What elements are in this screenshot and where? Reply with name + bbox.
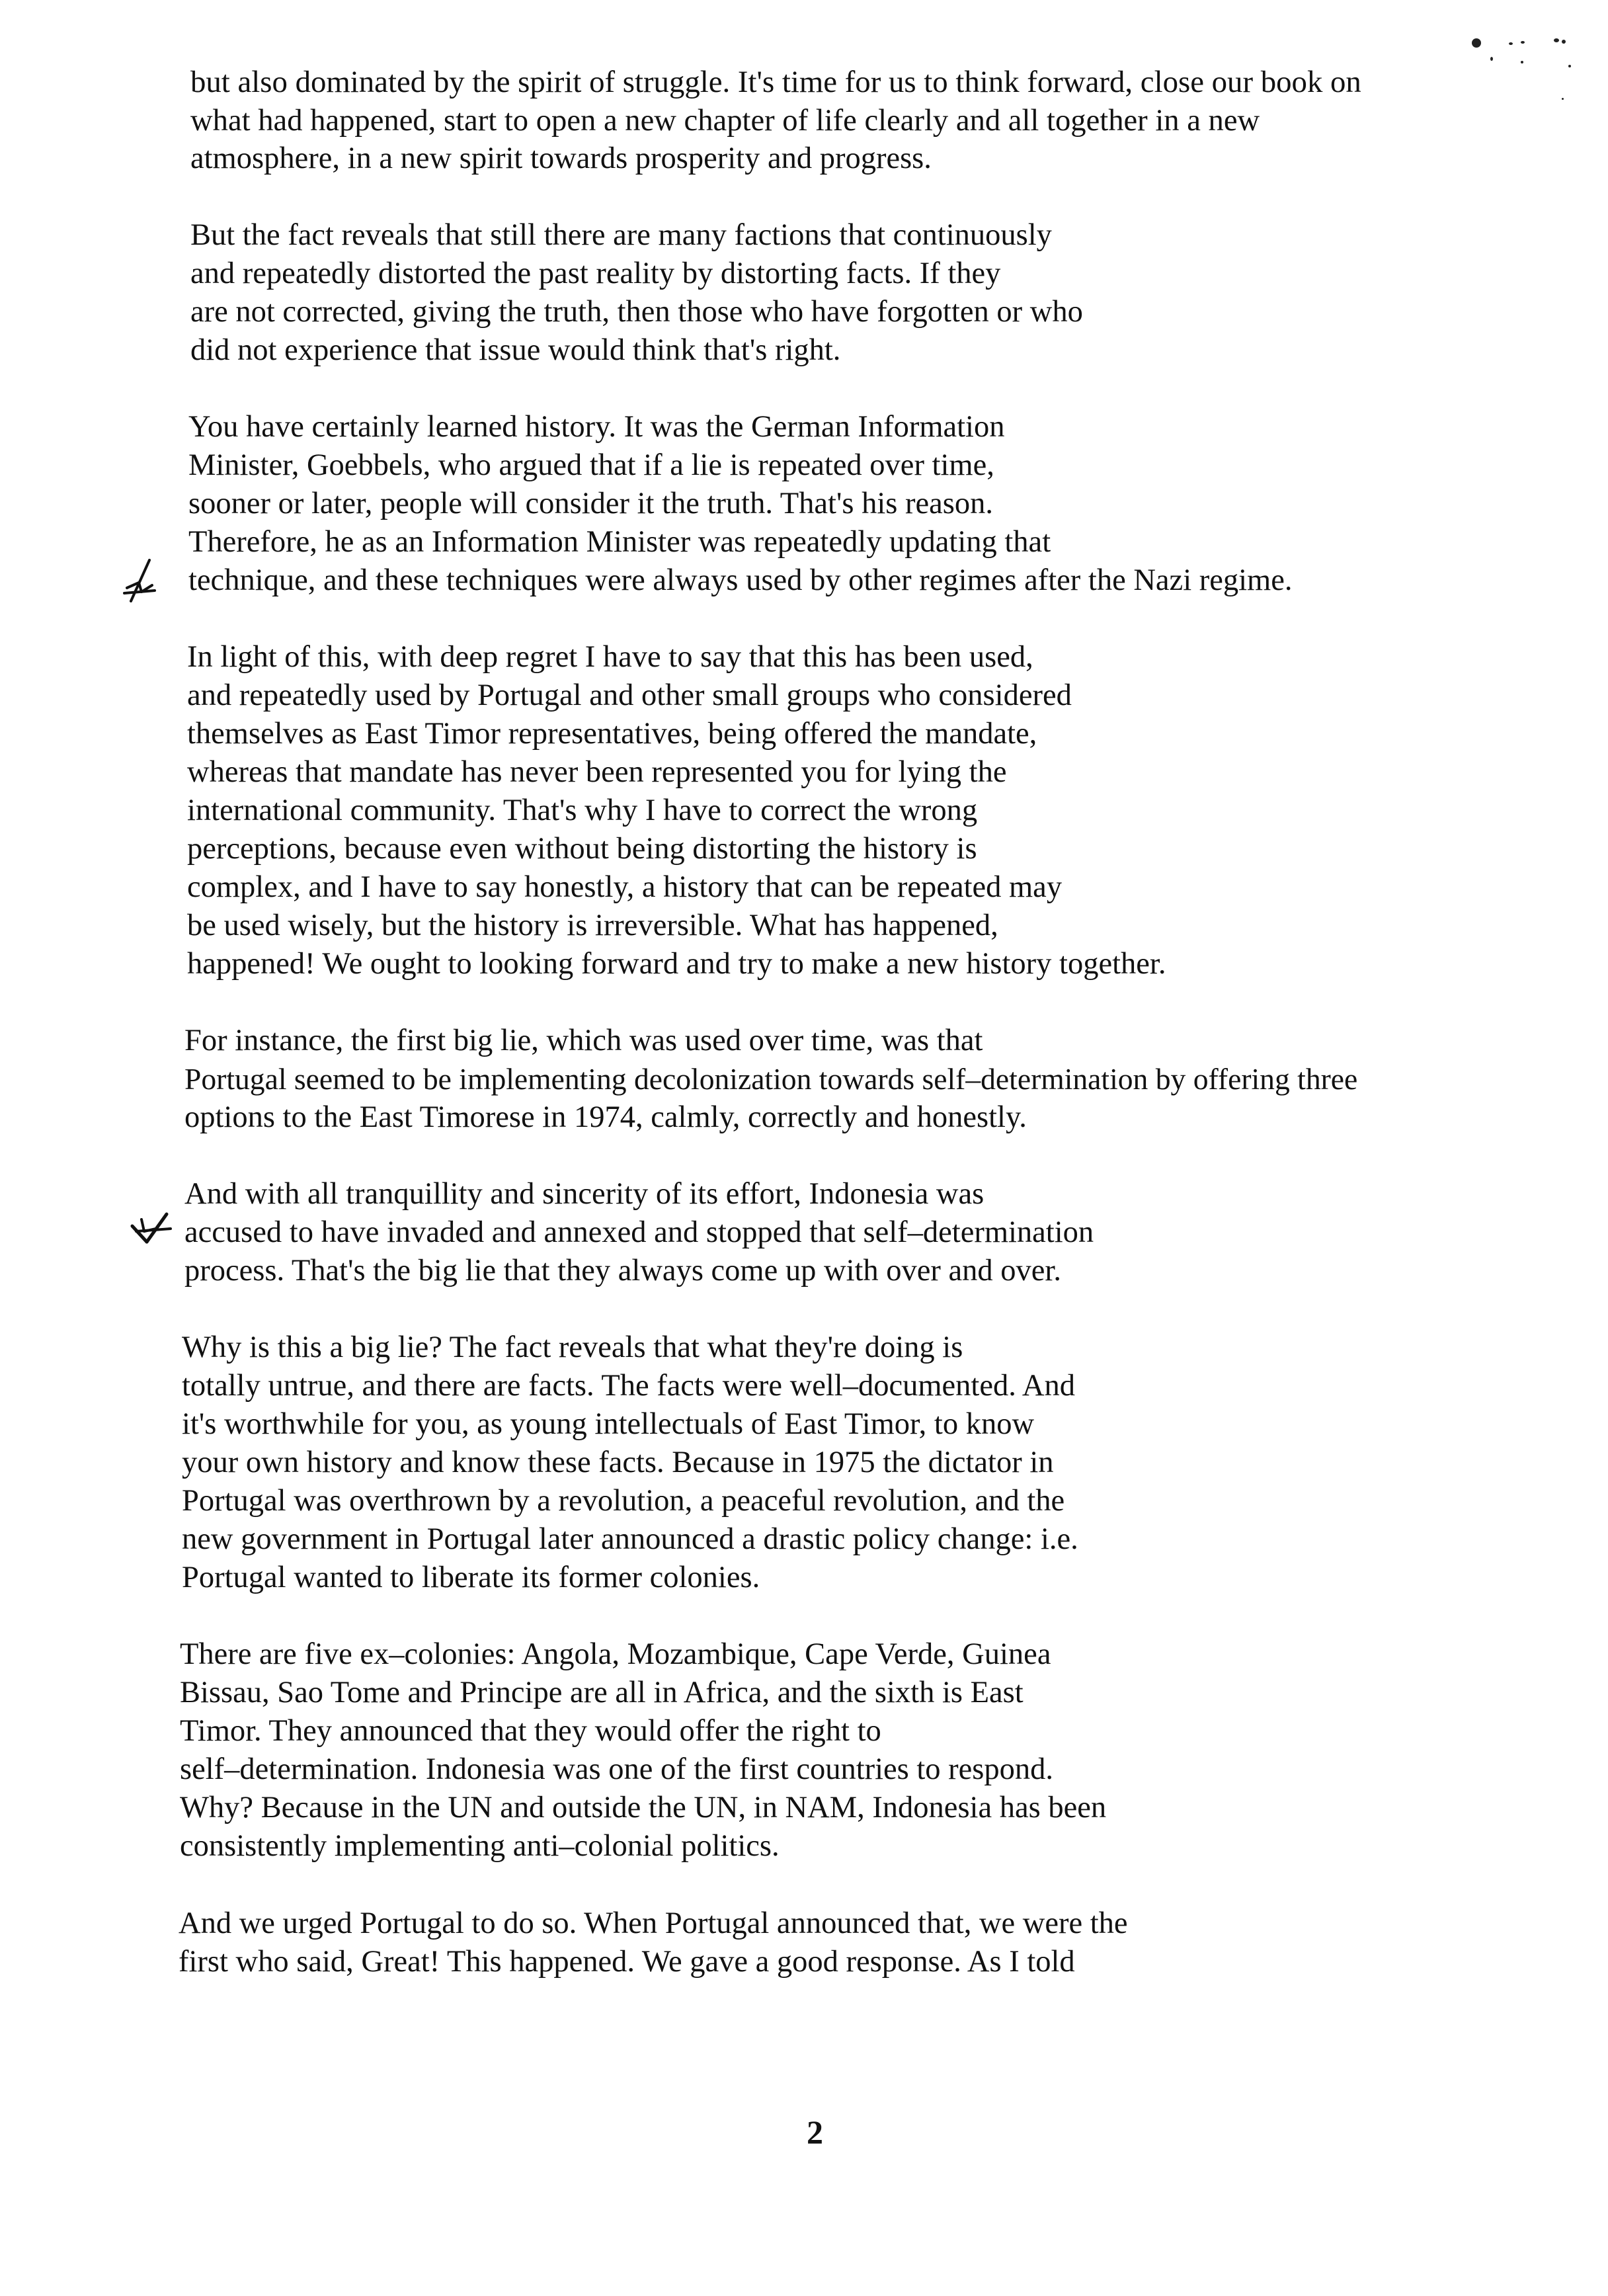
text-line: Why is this a big lie? The fact reveals that what they're doing is bbox=[182, 1331, 963, 1364]
scan-speck bbox=[1562, 98, 1564, 100]
text-line: first who said, Great! This happened. We gave a good response. As I told bbox=[179, 1945, 1075, 1979]
text-line: complex, and I have to say honestly, a history that can be repeated may bbox=[187, 870, 1063, 904]
text-line: new government in Portugal later announced a drastic policy change: i.e. bbox=[182, 1522, 1078, 1556]
paragraph-2 bbox=[190, 216, 1083, 370]
text-line: are not corrected, giving the truth, then those who have forgotten or who bbox=[190, 295, 1083, 329]
text-line: but also dominated by the spirit of struggle. It's time for us to think forward, close our book on bbox=[190, 65, 1361, 99]
text-line: be used wisely, but the history is irreversible. What has happened, bbox=[187, 909, 998, 942]
text-line: Portugal was overthrown by a revolution, a peaceful revolution, and the bbox=[182, 1484, 1065, 1518]
text-line: There are five ex–colonies: Angola, Mozambique, Cape Verde, Guinea bbox=[180, 1637, 1051, 1671]
text-line: themselves as East Timor representatives, being offered the mandate, bbox=[187, 717, 1037, 751]
text-line: totally untrue, and there are facts. The facts were well–documented. And bbox=[182, 1369, 1075, 1403]
text-line: whereas that mandate has never been represented you for lying the bbox=[187, 755, 1007, 789]
handwritten-check-mark-icon bbox=[123, 559, 159, 602]
scan-speck bbox=[1521, 41, 1525, 44]
text-line: Portugal wanted to liberate its former colonies. bbox=[182, 1561, 760, 1594]
text-line: and repeatedly distorted the past reality by distorting facts. If they bbox=[190, 257, 1001, 290]
scan-speck bbox=[1562, 40, 1566, 44]
text-line: accused to have invaded and annexed and stopped that self–determination bbox=[184, 1215, 1094, 1249]
paragraph-9 bbox=[179, 1905, 1128, 1981]
text-line: Therefore, he as an Information Minister was repeatedly updating that bbox=[188, 525, 1051, 559]
paragraph-4 bbox=[187, 638, 1166, 983]
scan-speck bbox=[1490, 57, 1493, 61]
paragraph-1 bbox=[190, 63, 1361, 178]
text-line: happened! We ought to looking forward and try to make a new history together. bbox=[187, 947, 1166, 981]
scan-speck bbox=[1472, 38, 1481, 48]
text-line: options to the East Timorese in 1974, calmly, correctly and honestly. bbox=[184, 1100, 1027, 1134]
text-line: what had happened, start to open a new chapter of life clearly and all together in a new bbox=[190, 103, 1260, 138]
text-line: Minister, Goebbels, who argued that if a lie is repeated over time, bbox=[188, 448, 994, 482]
text-line: But the fact reveals that still there are many factions that continuously bbox=[190, 218, 1052, 252]
paragraph-7 bbox=[182, 1329, 1078, 1597]
page-number: 2 bbox=[807, 2113, 823, 2151]
scan-speck bbox=[1509, 42, 1513, 45]
text-line: consistently implementing anti–colonial politics. bbox=[180, 1829, 780, 1863]
paragraph-3 bbox=[188, 408, 1292, 600]
text-line: it's worthwhile for you, as young intellectuals of East Timor, to know bbox=[182, 1407, 1035, 1441]
text-line: and repeatedly used by Portugal and other small groups who considered bbox=[187, 678, 1072, 712]
scan-speck bbox=[1554, 38, 1559, 42]
text-line: Timor. They announced that they would offer the right to bbox=[180, 1714, 881, 1748]
handwritten-check-mark-icon bbox=[130, 1211, 173, 1249]
text-line: Why? Because in the UN and outside the UN, in NAM, Indonesia has been bbox=[180, 1791, 1107, 1824]
text-line: For instance, the first big lie, which was used over time, was that bbox=[184, 1024, 983, 1057]
text-line: Portugal seemed to be implementing decolonization towards self–determination by offering three bbox=[184, 1062, 1358, 1096]
text-line: your own history and know these facts. Because in 1975 the dictator in bbox=[182, 1446, 1054, 1479]
text-line: perceptions, because even without being distorting the history is bbox=[187, 832, 977, 866]
paragraph-5 bbox=[184, 1022, 1357, 1137]
text-line: In light of this, with deep regret I have to say that this has been used, bbox=[187, 640, 1033, 674]
text-line: You have certainly learned history. It was the German Information bbox=[188, 410, 1005, 444]
text-line: did not experience that issue would think that's right. bbox=[190, 333, 841, 367]
scan-speck bbox=[1568, 65, 1571, 67]
text-line: atmosphere, in a new spirit towards prosperity and progress. bbox=[190, 142, 932, 175]
text-line: sooner or later, people will consider it the truth. That's his reason. bbox=[188, 487, 993, 520]
text-line: And we urged Portugal to do so. When Portugal announced that, we were the bbox=[179, 1906, 1128, 1940]
text-line: Bissau, Sao Tome and Principe are all in Africa, and the sixth is East bbox=[180, 1676, 1024, 1709]
paragraph-6 bbox=[184, 1175, 1094, 1290]
text-line: self–determination. Indonesia was one of the first countries to respond. bbox=[180, 1752, 1054, 1786]
text-line: technique, and these techniques were always used by other regimes after the Nazi regime. bbox=[188, 563, 1293, 597]
text-line: international community. That's why I have to correct the wrong bbox=[187, 794, 978, 827]
scan-speck bbox=[1521, 61, 1523, 63]
text-line: process. That's the big lie that they always come up with over and over. bbox=[184, 1254, 1061, 1288]
paragraph-8 bbox=[180, 1635, 1106, 1866]
text-line: And with all tranquillity and sincerity of its effort, Indonesia was bbox=[184, 1177, 985, 1211]
